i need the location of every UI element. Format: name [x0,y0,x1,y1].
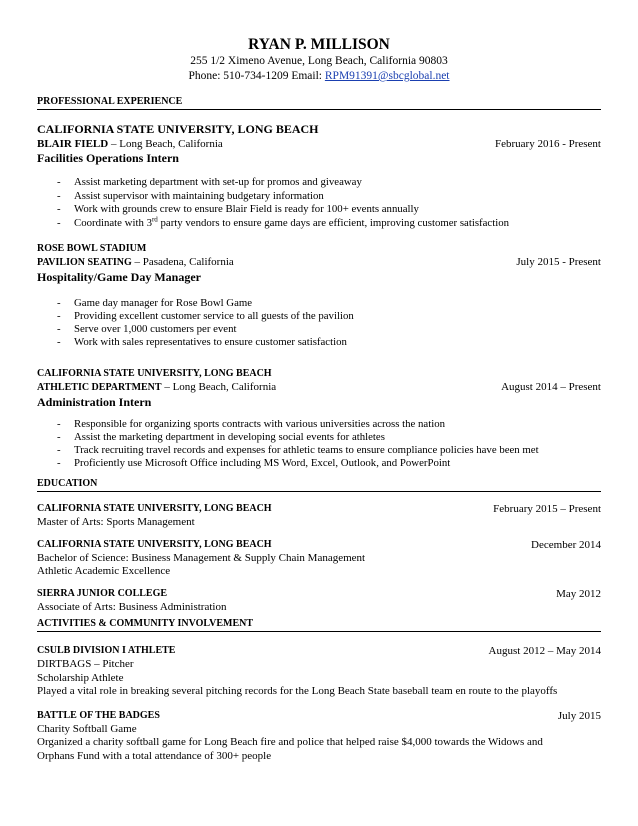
education-header-row [37,538,601,552]
job-title: Administration Intern [37,395,152,409]
bullet-item: - Responsible for organizing sports contracts with various universities across the nation [57,418,601,431]
education-header-row [37,502,601,516]
activity-entry [37,644,601,699]
bullet-item: - Proficiently use Microsoft Office including MS Word, Excel, Outlook, and PowerPoint [57,457,601,470]
activity-entry [37,709,601,764]
ordinal-superscript: rd [151,214,158,223]
school-name: CALIFORNIA STATE UNIVERSITY, LONG BEACH [37,538,272,550]
bullet-item: - Game day manager for Rose Bowl Game [57,297,601,310]
job-bullets [37,176,601,230]
email-link[interactable]: RPM91391@sbcglobal.net [324,70,450,82]
bullet-item: - Serve over 1,000 customers per event [57,323,601,336]
candidate-name: RYAN P. MILLISON [248,36,390,53]
job-dates: August 2014 – Present [501,381,601,393]
bullet-item: - Providing excellent customer service to all guests of the pavilion [57,310,601,323]
bullet-item: - Assist the marketing department in developing social events for athletes [57,431,601,444]
activity-title: BATTLE OF THE BADGES [37,709,160,721]
bullet-text: Coordinate with 3 [74,216,152,229]
activity-title: CSULB DIVISION I ATHLETE [37,645,176,656]
activity-date: August 2012 – May 2014 [488,645,601,657]
job-dates: February 2016 - Present [494,138,601,150]
bullet-item: - Assist supervisor with maintaining budgetary information [57,190,601,204]
honor-line: Athletic Academic Excellence [37,565,171,577]
employer-name: CALIFORNIA STATE UNIVERSITY, LONG BEACH [37,122,319,136]
activity-header-row [37,644,601,658]
phone-email-line [37,69,601,84]
job-location-row [37,137,601,151]
job-dates: July 2015 - Present [516,256,601,268]
activity-date: July 2015 [557,709,601,722]
bullet-text: party vendors to ensure game days are efficient, improving customer satisfaction [157,216,510,229]
degree-line: Bachelor of Science: Business Management & Supply Chain Management [37,551,366,564]
job-bullets [37,297,601,349]
job-bullets [37,418,601,470]
job-entry [37,367,601,470]
activity-header-row [37,709,601,723]
section-heading-education: EDUCATION [37,478,601,492]
activity-line: Organized a charity softball game for Long Beach fire and police that helped raise $4,000 towards the Widows and [37,736,543,748]
job-location: – Pasadena, California [131,256,234,268]
job-location: – Long Beach, California [108,138,223,150]
job-entry [37,242,601,349]
job-entry [37,122,601,230]
education-entry [37,502,601,530]
education-header-row [37,587,601,601]
activity-line: Scholarship Athlete [37,671,124,684]
degree-line: Associate of Arts: Business Administration [37,600,227,613]
job-title: Facilities Operations Intern [37,151,179,165]
resume-page [37,36,601,763]
job-department: PAVILION SEATING [37,257,132,268]
employer-name: ROSE BOWL STADIUM [37,243,147,254]
activity-line: Charity Softball Game [37,722,137,735]
job-location: – Long Beach, California [161,381,277,393]
phone-text: Phone: 510-734-1209 Email: [188,70,325,82]
section-heading-experience: PROFESSIONAL EXPERIENCE [37,96,601,110]
job-department: ATHLETIC DEPARTMENT [37,382,162,393]
school-name: CALIFORNIA STATE UNIVERSITY, LONG BEACH [37,503,272,514]
activity-line: Played a vital role in breaking several pitching records for the Long Beach State baseball team en route to the playoffs [37,685,558,697]
address-line: 255 1/2 Ximeno Avenue, Long Beach, California 90803 [190,55,448,67]
degree-line: Master of Arts: Sports Management [37,516,195,528]
education-entry [37,587,601,615]
job-location-row [37,255,601,270]
job-department: BLAIR FIELD [37,138,109,150]
school-name: SIERRA JUNIOR COLLEGE [37,587,168,599]
section-heading-activities: ACTIVITIES & COMMUNITY INVOLVEMENT [37,618,601,632]
bullet-item: - Assist marketing department with set-up for promos and giveaway [57,176,601,190]
job-location-row [37,380,601,395]
job-title: Hospitality/Game Day Manager [37,270,201,284]
education-date: December 2014 [531,538,601,551]
bullet-item: - Work with sales representatives to ensure customer satisfaction [57,336,601,349]
bullet-item [57,214,601,231]
activity-line: DIRTBAGS – Pitcher [37,658,134,670]
activity-line: Orphans Fund with a total attendance of 300+ people [37,749,272,762]
bullet-item: - Track recruiting travel records and expenses for athletic teams to ensure compliance policies have been met [57,444,601,457]
education-date: February 2015 – Present [493,503,601,515]
bullet-item: - Work with grounds crew to ensure Blair Field is ready for 100+ events annually [57,203,601,217]
employer-name: CALIFORNIA STATE UNIVERSITY, LONG BEACH [37,368,272,379]
education-entry [37,538,601,579]
education-date: May 2012 [556,587,601,600]
